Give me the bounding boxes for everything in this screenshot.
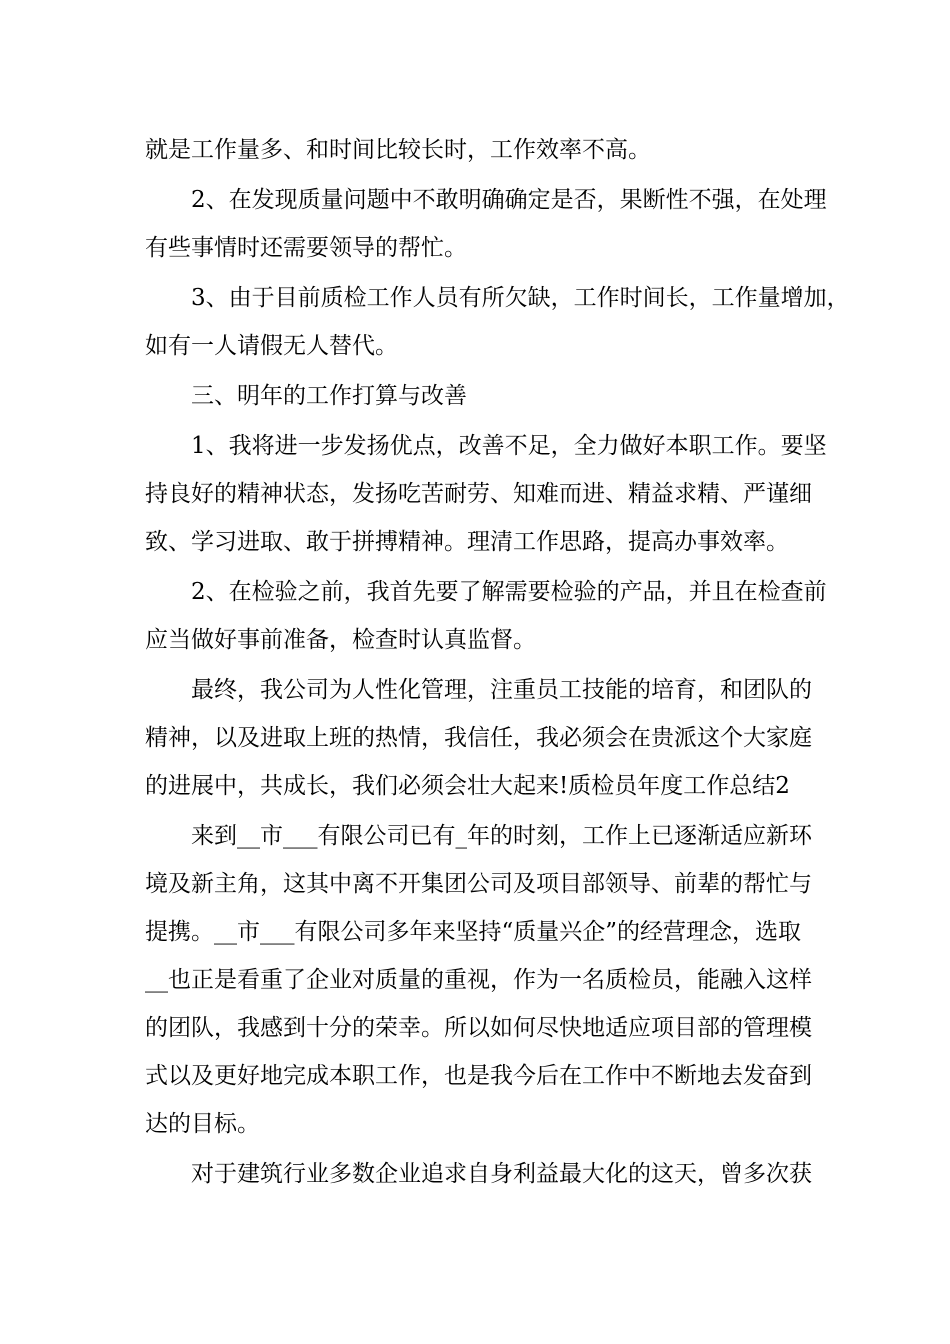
paragraph bbox=[145, 812, 810, 1148]
text-line: 致、学习进取、敢于拼搏精神。理清工作思路，提高办事效率。 bbox=[145, 529, 789, 555]
text-line: 式以及更好地完成本职工作，也是我今后在工作中不断地去发奋到 bbox=[145, 1063, 812, 1089]
text-line: 3、由于目前质检工作人员有所欠缺，工作时间长，工作量增加， bbox=[191, 285, 850, 311]
text-line: 来到__市___有限公司已有_年的时刻，工作上已逐渐适应新环 bbox=[191, 823, 812, 849]
text-line: __也正是看重了企业对质量的重视，作为一名质检员，能融入这样 bbox=[145, 967, 812, 993]
text-line: 2、在发现质量问题中不敢明确确定是否，果断性不强，在处理 bbox=[191, 187, 827, 213]
paragraph bbox=[145, 176, 827, 272]
paragraph bbox=[145, 568, 827, 664]
text-line: 如有一人请假无人替代。 bbox=[145, 333, 398, 359]
paragraph bbox=[145, 422, 827, 566]
paragraph bbox=[145, 274, 850, 370]
text-line: 境及新主角，这其中离不开集团公司及项目部领导、前辈的帮忙与 bbox=[145, 871, 812, 897]
text-line: 有些事情时还需要领导的帮忙。 bbox=[145, 235, 467, 261]
text-line: 达的目标。 bbox=[145, 1111, 260, 1137]
paragraph bbox=[145, 1150, 810, 1198]
text-line: 对于建筑行业多数企业追求自身利益最大化的这天，曾多次获 bbox=[191, 1161, 812, 1187]
paragraph bbox=[145, 126, 810, 174]
text-line: 2、在检验之前，我首先要了解需要检验的产品，并且在检查前 bbox=[191, 579, 827, 605]
text-line: 就是工作量多、和时间比较长时，工作效率不高。 bbox=[145, 137, 651, 163]
text-line: 提携。__市___有限公司多年来坚持“质量兴企”的经营理念，选取 bbox=[145, 919, 802, 945]
paragraph bbox=[145, 666, 810, 810]
text-line: 精神，以及进取上班的热情，我信任，我必须会在贵派这个大家庭 bbox=[145, 725, 812, 751]
text-line: 的进展中，共成长，我们必须会壮大起来!质检员年度工作总结2 bbox=[145, 773, 790, 799]
text-line: 1、我将进一步发扬优点，改善不足，全力做好本职工作。要坚 bbox=[191, 433, 827, 459]
text-line: 应当做好事前准备，检查时认真监督。 bbox=[145, 627, 536, 653]
text-line: 的团队，我感到十分的荣幸。所以如何尽快地适应项目部的管理模 bbox=[145, 1015, 812, 1041]
text-line: 三、明年的工作打算与改善 bbox=[191, 383, 467, 409]
text-line: 持良好的精神状态，发扬吃苦耐劳、知难而进、精益求精、严谨细 bbox=[145, 481, 812, 507]
text-line: 最终，我公司为人性化管理，注重员工技能的培育，和团队的 bbox=[191, 677, 812, 703]
document-body bbox=[145, 126, 850, 1200]
section-heading bbox=[145, 372, 810, 420]
